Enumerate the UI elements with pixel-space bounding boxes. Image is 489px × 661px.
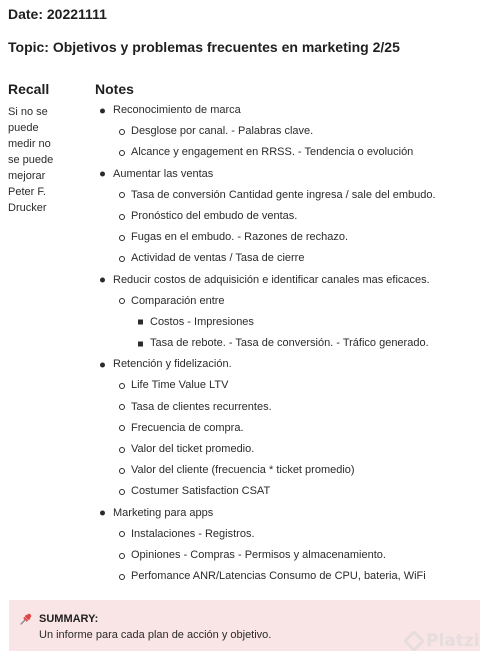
list-item-label: Tasa de clientes recurrentes. [131, 400, 272, 413]
list-item [95, 545, 485, 566]
list-item [95, 142, 485, 163]
list-item-label: Desglose por canal. - Palabras clave. [131, 125, 314, 138]
bullet-circle-icon [119, 425, 125, 431]
bullet-circle-icon [119, 235, 125, 241]
list-item [95, 164, 485, 270]
list-item [95, 481, 485, 502]
date-heading: Date: 20221111 [8, 6, 107, 22]
bullet-circle-icon [119, 574, 125, 580]
bullet-disc-icon [100, 278, 105, 283]
list-item-label: Valor del ticket promedio. [131, 443, 255, 455]
bullet-circle-icon [119, 468, 125, 474]
summary-text: Un informe para cada plan de acción y objetivo. [39, 629, 272, 641]
list-item-label: Valor del cliente (frecuencia * ticket promedio) [131, 464, 355, 477]
bullet-circle-icon [119, 256, 125, 262]
recall-column [8, 80, 78, 216]
bullet-circle-icon [119, 531, 125, 537]
list-item-label: Opiniones - Compras - Permisos y almacenamiento. [131, 548, 386, 561]
list-item-label: Instalaciones - Registros. [131, 527, 255, 540]
list-item [95, 100, 485, 164]
list-item [95, 312, 485, 333]
list-item-label: Actividad de ventas / Tasa de cierre [131, 252, 305, 265]
watermark-text: Platzi [426, 631, 480, 651]
list-item [95, 524, 485, 545]
list-item-label: Alcance y engagement en RRSS. - Tendencia o evolución [131, 146, 414, 159]
list-item [95, 185, 485, 206]
bullet-disc-icon [100, 362, 105, 367]
list-item-label: Tasa de rebote. - Tasa de conversión. - Tráfico generado. [150, 337, 429, 350]
list-item [95, 418, 485, 439]
topic-heading: Topic: Objetivos y problemas frecuentes en marketing 2/25 [8, 39, 400, 55]
list-item-label: Marketing para apps [113, 506, 214, 519]
notes-title: Notes [95, 81, 134, 97]
bullet-circle-icon [119, 404, 125, 410]
bullet-circle-icon [119, 150, 125, 156]
bullet-circle-icon [119, 383, 125, 389]
list-item [95, 354, 485, 502]
pushpin-icon [19, 612, 33, 626]
recall-quote: Si no se puede medir no se puede mejorar Peter F. Drucker [8, 106, 54, 214]
bullet-circle-icon [119, 192, 125, 198]
list-item-label: Costumer Satisfaction CSAT [131, 485, 271, 498]
bullet-square-icon [138, 320, 143, 325]
list-item [95, 121, 485, 142]
list-item [95, 333, 485, 354]
bullet-circle-icon [119, 553, 125, 559]
list-item [95, 248, 485, 269]
list-item-label: Reducir costos de adquisición e identificar canales mas eficaces. [113, 273, 430, 286]
bullet-circle-icon [119, 129, 125, 135]
summary-label: SUMMARY: [39, 613, 99, 625]
list-item-label: Life Time Value LTV [131, 379, 229, 392]
notes-column [95, 80, 485, 587]
list-item-label: Comparación entre [131, 294, 225, 307]
list-item-label: Costos - Impresiones [150, 315, 254, 328]
bullet-circle-icon [119, 214, 125, 220]
list-item-label: Frecuencia de compra. [131, 421, 244, 434]
list-item [95, 375, 485, 396]
notes-list [95, 100, 485, 587]
list-item-label: Reconocimiento de marca [113, 104, 241, 116]
bullet-disc-icon [100, 108, 105, 113]
list-item-label: Fugas en el embudo. - Razones de rechazo. [131, 231, 349, 244]
bullet-circle-icon [119, 298, 125, 304]
bullet-circle-icon [119, 489, 125, 495]
list-item [95, 206, 485, 227]
list-item [95, 291, 485, 355]
bullet-square-icon [138, 341, 143, 346]
list-item [95, 439, 485, 460]
platzi-logo [404, 631, 424, 651]
list-item-label: Retención y fidelización. [113, 358, 232, 371]
recall-title: Recall [8, 81, 50, 97]
list-item-label: Perfomance ANR/Latencias Consumo de CPU, bateria, WiFi [131, 570, 426, 583]
list-item-label: Pronóstico del embudo de ventas. [131, 209, 298, 222]
list-item-label: Tasa de conversión Cantidad gente ingresa / sale del embudo. [131, 188, 436, 201]
list-item [95, 503, 485, 588]
platzi-watermark [402, 628, 486, 656]
list-item [95, 227, 485, 248]
list-item [95, 397, 485, 418]
list-item [95, 270, 485, 355]
list-item [95, 460, 485, 481]
bullet-disc-icon [100, 172, 105, 177]
list-item-label: Aumentar las ventas [113, 167, 214, 180]
bullet-disc-icon [100, 511, 105, 516]
list-item [95, 566, 485, 587]
bullet-circle-icon [119, 447, 125, 453]
